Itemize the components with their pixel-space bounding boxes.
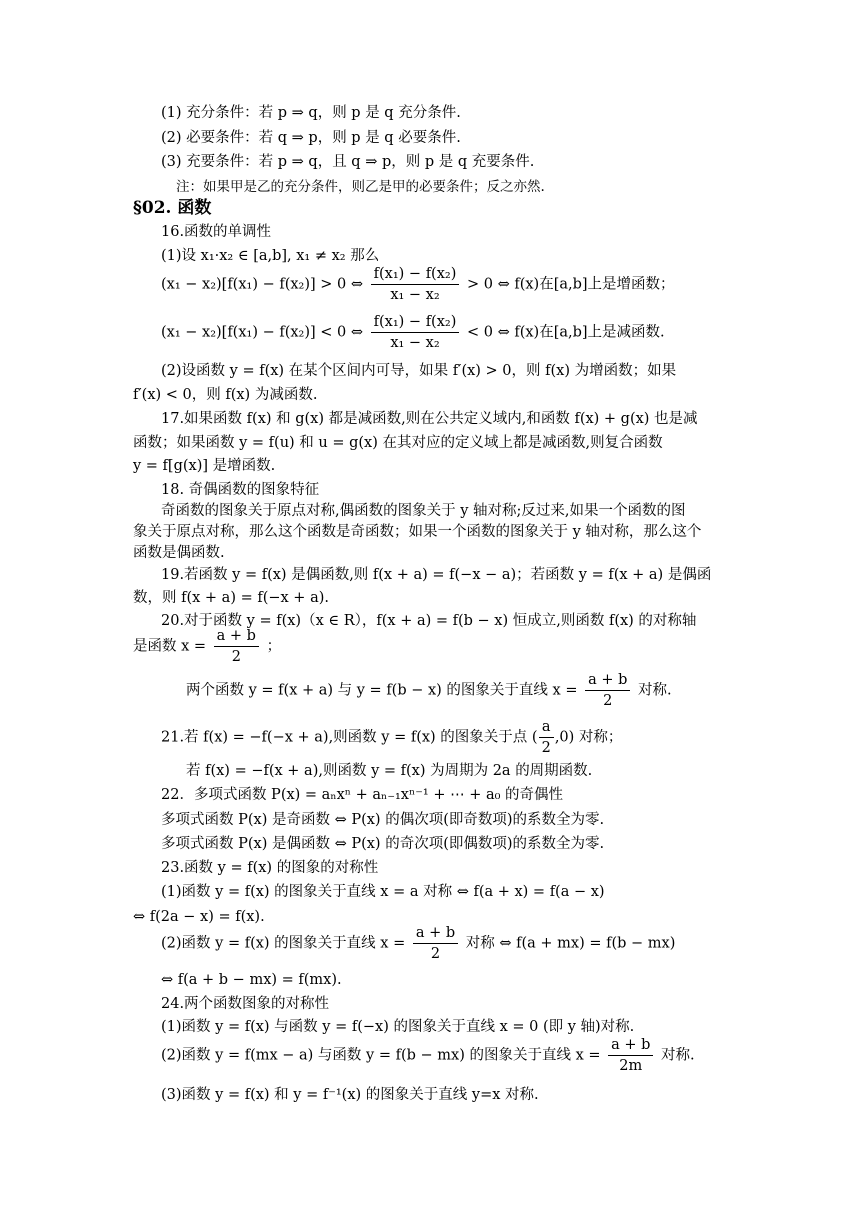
fraction-numerator: f(x₁) − f(x₂) [371, 265, 460, 285]
fraction-denominator: 2 [430, 946, 441, 962]
item23-line2 [161, 924, 675, 963]
item24-line2-pre: (2)函数 y = f(mx − a) 与函数 y = f(b − mx) 的图象关于直线 x = [161, 1047, 601, 1064]
item20-line1: 20.对于函数 y = f(x)（x ∈ R），f(x + a) = f(b − x) 恒成立,则函数 f(x) 的对称轴 [161, 613, 697, 629]
fraction-denominator: x₁ − x₂ [390, 287, 440, 303]
item21-line1 [161, 718, 622, 757]
increasing-right: > 0 ⇔ f(x)在[a,b]上是增函数； [466, 276, 675, 293]
fraction-denominator: 2m [619, 1058, 643, 1074]
condition-necessary: (2) 必要条件：若 q ⇒ p，则 p 是 q 必要条件. [161, 130, 461, 146]
fraction-numerator: a + b [585, 671, 630, 691]
item17-line2: 函数；如果函数 y = f(u) 和 u = g(x) 在其对应的定义域上都是减函数,则复合函数 [133, 435, 663, 451]
item20-line2 [133, 627, 281, 666]
fraction-numerator: a + b [214, 627, 259, 647]
item20-line2-fraction [214, 627, 259, 666]
increasing-left: (x₁ − x₂)[f(x₁) − f(x₂)] > 0 ⇔ [161, 276, 364, 293]
item24-line2 [161, 1036, 695, 1075]
item18-line1: 奇函数的图象关于原点对称,偶函数的图象关于 y 轴对称;反过来,如果一个函数的图 [161, 503, 686, 519]
item21-line2: 若 f(x) = −f(x + a),则函数 y = f(x) 为周期为 2a 的周期函数. [186, 763, 593, 779]
item24-line1: (1)函数 y = f(x) 与函数 y = f(−x) 的图象关于直线 x = 0 (即 y 轴)对称. [161, 1019, 635, 1035]
item18-line2: 象关于原点对称，那么这个函数是奇函数；如果一个函数的图象关于 y 轴对称，那么这个 [133, 524, 702, 540]
item16-line2b: f′(x) < 0，则 f(x) 为减函数. [133, 387, 318, 403]
fraction-denominator: x₁ − x₂ [390, 335, 440, 351]
condition-note: 注：如果甲是乙的充分条件，则乙是甲的必要条件；反之亦然. [176, 179, 545, 195]
item23-line2-post: 对称 ⇔ f(a + mx) = f(b − mx) [465, 935, 676, 952]
item18-heading: 18. 奇偶函数的图象特征 [161, 482, 320, 498]
item18-line3: 函数是偶函数. [133, 545, 225, 561]
item16-increasing-formula [161, 265, 675, 304]
item20-line3-post: 对称. [638, 682, 672, 699]
fraction-numerator: a + b [608, 1036, 653, 1056]
item19-line1: 19.若函数 y = f(x) 是偶函数,则 f(x + a) = f(−x − a)；若函数 y = f(x + a) 是偶函 [161, 567, 712, 583]
item16-heading: 16.函数的单调性 [161, 224, 272, 240]
decreasing-fraction [371, 313, 460, 352]
item24-heading: 24.两个函数图象的对称性 [161, 996, 330, 1012]
item23-line1a: (1)函数 y = f(x) 的图象关于直线 x = a 对称 ⇔ f(a + x) = f(a − x) [161, 884, 605, 900]
fraction-denominator: 2 [231, 649, 241, 665]
item19-line2: 数，则 f(x + a) = f(−x + a). [133, 590, 329, 606]
increasing-fraction [371, 265, 460, 304]
condition-sufficient-necessary: (3) 充要条件：若 p ⇒ q，且 q ⇒ p，则 p 是 q 充要条件. [161, 154, 535, 170]
item23-line2-fraction [413, 924, 458, 963]
fraction-numerator: a + b [413, 924, 458, 944]
item22-heading: 22．多项式函数 P(x) = aₙxⁿ + aₙ₋₁xⁿ⁻¹ + ⋯ + a₀ 的奇偶性 [161, 787, 564, 803]
condition-sufficient: (1) 充分条件：若 p ⇒ q，则 p 是 q 充分条件. [161, 105, 461, 121]
item24-line2-fraction [608, 1036, 653, 1075]
decreasing-right: < 0 ⇔ f(x)在[a,b]上是减函数. [466, 324, 665, 341]
fraction-numerator: f(x₁) − f(x₂) [371, 313, 460, 333]
item22-line1: 多项式函数 P(x) 是奇函数 ⇔ P(x) 的偶次项(即奇数项)的系数全为零. [161, 812, 605, 828]
item23-line1b: ⇔ f(2a − x) = f(x). [133, 909, 265, 925]
item24-line2-post: 对称. [661, 1047, 695, 1064]
item17-line1: 17.如果函数 f(x) 和 g(x) 都是减函数,则在公共定义域内,和函数 f(x) + g(x) 也是减 [161, 411, 698, 427]
item16-line1: (1)设 x₁·x₂ ∈ [a,b], x₁ ≠ x₂ 那么 [161, 248, 380, 264]
item24-line3: (3)函数 y = f(x) 和 y = f⁻¹(x) 的图象关于直线 y=x 对称. [161, 1087, 539, 1103]
item22-line2: 多项式函数 P(x) 是偶函数 ⇔ P(x) 的奇次项(即偶数项)的系数全为零. [161, 836, 605, 852]
item20-line3-fraction [585, 671, 630, 710]
item23-line2b: ⇔ f(a + b − mx) = f(mx). [161, 972, 342, 988]
item21-line1-post: ,0) 对称； [554, 729, 623, 746]
item20-line3 [186, 671, 672, 710]
item16-decreasing-formula [161, 313, 665, 352]
item21-line1-fraction [539, 718, 554, 757]
decreasing-left: (x₁ − x₂)[f(x₁) − f(x₂)] < 0 ⇔ [161, 324, 364, 341]
item20-line3-pre: 两个函数 y = f(x + a) 与 y = f(b − x) 的图象关于直线 x = [186, 682, 578, 699]
item16-line2a: (2)设函数 y = f(x) 在某个区间内可导，如果 f′(x) > 0，则 f(x) 为增函数；如果 [161, 363, 677, 379]
item23-line2-pre: (2)函数 y = f(x) 的图象关于直线 x = [161, 935, 406, 952]
fraction-denominator: 2 [603, 693, 613, 709]
item20-line2-post: ； [266, 638, 282, 655]
section-title: §02. 函数 [133, 198, 212, 218]
fraction-numerator: a [539, 718, 554, 738]
item21-line1-pre: 21.若 f(x) = −f(−x + a),则函数 y = f(x) 的图象关于点 ( [161, 729, 538, 746]
item20-line2-pre: 是函数 x = [133, 638, 207, 655]
item23-heading: 23.函数 y = f(x) 的图象的对称性 [161, 860, 379, 876]
item17-line3: y = f[g(x)] 是增函数. [133, 458, 276, 474]
fraction-denominator: 2 [541, 740, 551, 756]
